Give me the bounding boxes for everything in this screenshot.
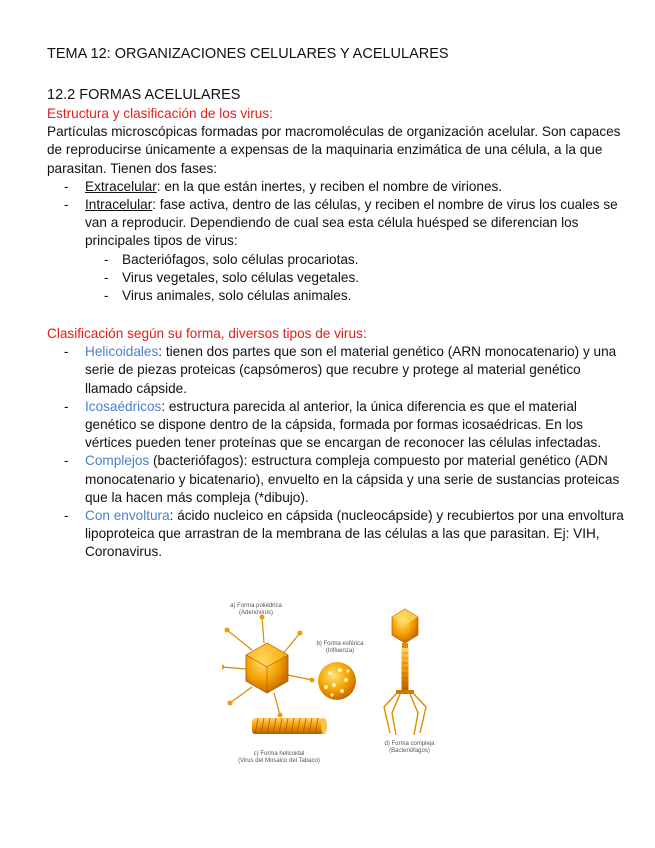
caption-c: c) Forma helicoidal (Virus del Mosaico del Tabaco) xyxy=(238,751,320,764)
classification-list xyxy=(47,343,627,561)
list-item: - Con envoltura: ácido nucleico en cápsida (nucleocápside) y recubiertos por una envoltura lipoproteica que arrastran de la membrana de las células a las que parasitan. Ej: VIH, Coronavirus. xyxy=(47,507,627,562)
list-item: - Complejos (bacteriófagos): estructura compleja compuesto por material genético (ADN monocatenario y bicatenario), envuelto en la cápsida y una serie de sustancias proteicas que la hacen más compleja (*dibujo). xyxy=(47,452,627,507)
classification-block xyxy=(47,325,627,562)
document-title: TEMA 12: ORGANIZACIONES CELULARES Y ACELULARES xyxy=(47,46,449,62)
list-item: - Bacteriófagos, solo células procariotas. xyxy=(47,251,627,269)
list-item: - Extracelular: en la que están inertes, y reciben el nombre de viriones. xyxy=(47,178,627,196)
structure-intro: Partículas microscópicas formadas por macromoléculas de organización acelular. Son capaces de reproducirse únicamente a expensas de la maquinaria enzimática de una célula, a la que parasitan. Tienen dos fases: xyxy=(47,124,621,176)
icosahedral-virus xyxy=(222,615,315,718)
spherical-virus xyxy=(318,662,356,700)
list-item: - Virus vegetales, solo células vegetales. xyxy=(47,269,627,287)
class-term: Helicoidales xyxy=(85,344,159,360)
classification-heading: Clasificación según su forma, diversos tipos de virus: xyxy=(47,326,367,341)
structure-block xyxy=(47,105,627,305)
phases-list xyxy=(47,178,627,251)
virus-types-list xyxy=(47,251,627,306)
caption-b: b) Forma esférica (Influenza) xyxy=(316,641,364,654)
list-item: - Icosaédricos: estructura parecida al anterior, la única diferencia es que el material genético se dispone dentro de la cápsida, formada por formas icosaédricas. En los vértices pueden tener proteínas que se encargan de reconocer las células infectadas. xyxy=(47,398,627,453)
helical-virus xyxy=(252,718,327,734)
caption-a: a) Forma poliédrica (Adenovirus) xyxy=(230,603,282,616)
list-item: - Helicoidales: tienen dos partes que son el material genético (ARN monocatenario) y una serie de piezas proteicas (capsómeros) que recubre y protege al material genético llamado cápside. xyxy=(47,343,627,398)
section-heading: 12.2 FORMAS ACELULARES xyxy=(47,87,241,103)
class-term: Complejos xyxy=(85,453,150,469)
class-term: Icosaédricos xyxy=(85,398,162,414)
structure-heading: Estructura y clasificación de los virus: xyxy=(47,106,273,121)
list-item: - Intracelular: fase activa, dentro de las células, y reciben el nombre de virus los cuales se van a reproducir. Dependiendo de cual sea esta célula huésped se diferencian los principales tipos de virus: xyxy=(47,196,627,251)
list-item: - Virus animales, solo células animales. xyxy=(47,287,627,305)
virus-shapes-figure xyxy=(222,595,447,767)
class-term: Con envoltura xyxy=(85,508,170,524)
caption-d: d) Forma compleja (Bacteriófagos) xyxy=(384,741,435,754)
phase-term: Intracelular xyxy=(85,197,153,213)
complex-virus xyxy=(384,609,426,735)
phase-term: Extracelular xyxy=(85,178,157,194)
